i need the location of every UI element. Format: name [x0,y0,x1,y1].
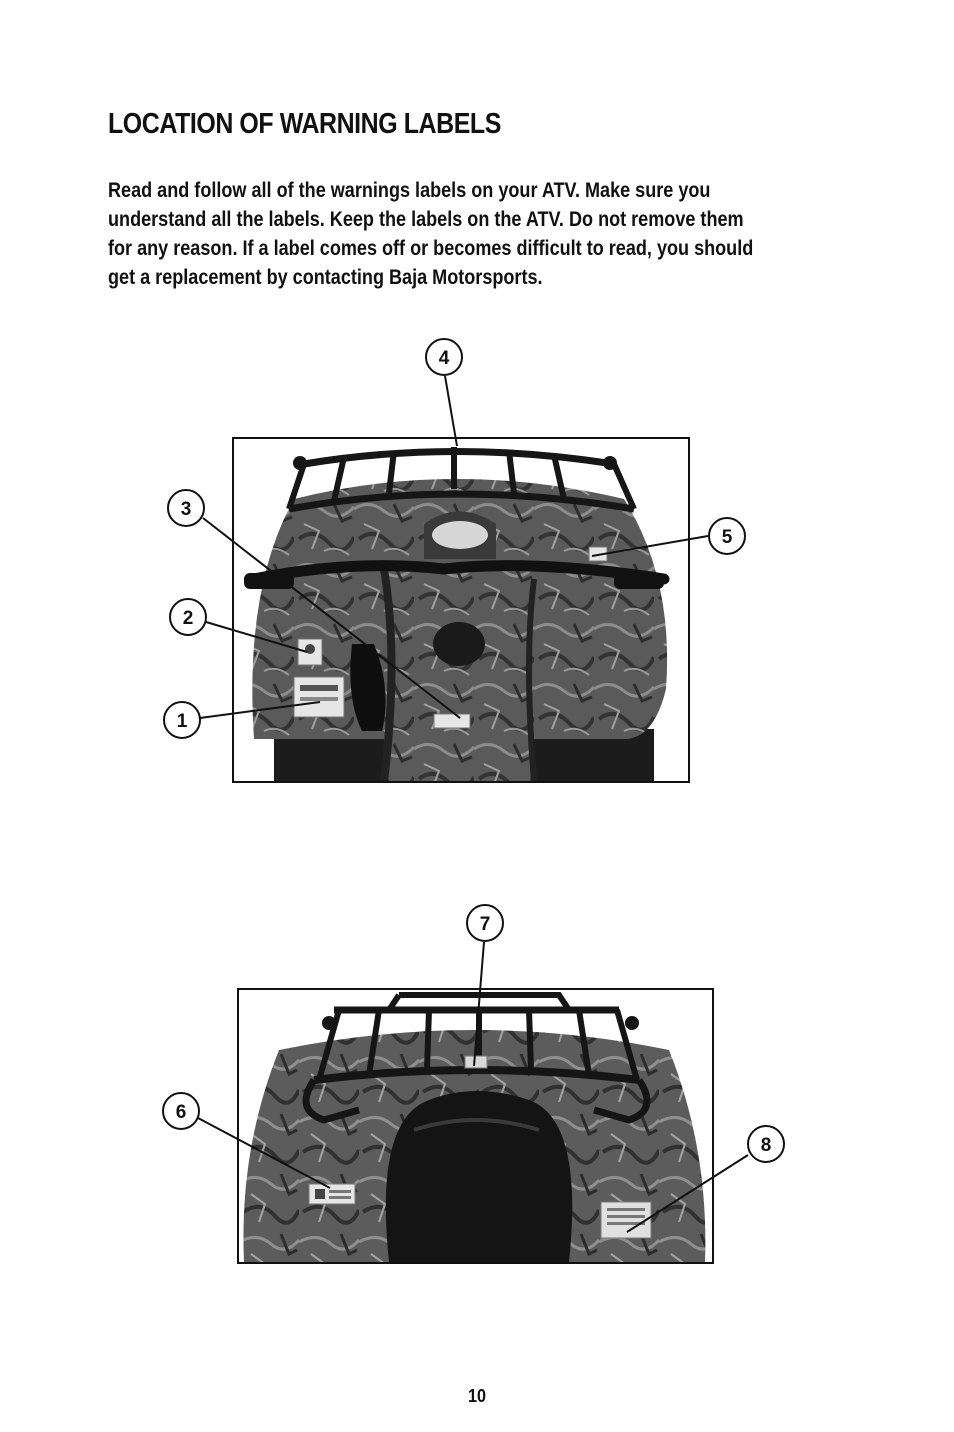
leader-line-3 [203,518,460,718]
page-title: LOCATION OF WARNING LABELS [108,108,501,140]
leader-line-1 [200,702,320,718]
leader-line-8 [627,1155,748,1232]
callout-number-2: 2 [182,608,194,629]
callout-number-1: 1 [176,711,188,732]
leader-line-5 [592,536,708,556]
callout-number-4: 4 [438,348,450,369]
callout-number-5: 5 [721,527,733,548]
leader-line-7 [474,942,484,1066]
leader-line-6 [198,1118,330,1188]
intro-line: Read and follow all of the warnings labels on your ATV. Make sure you [108,179,711,202]
leader-line-2 [206,622,307,652]
page-number: 10 [467,1386,487,1406]
leader-line-4 [445,376,457,446]
intro-line: get a replacement by contacting Baja Motorsports. [108,266,543,289]
callout-number-3: 3 [180,499,192,520]
callout-number-7: 7 [479,914,491,935]
callout-number-6: 6 [175,1102,187,1123]
intro-line: for any reason. If a label comes off or becomes difficult to read, you should [108,237,754,260]
callout-number-8: 8 [760,1135,772,1156]
intro-line: understand all the labels. Keep the labels on the ATV. Do not remove them [108,208,744,231]
